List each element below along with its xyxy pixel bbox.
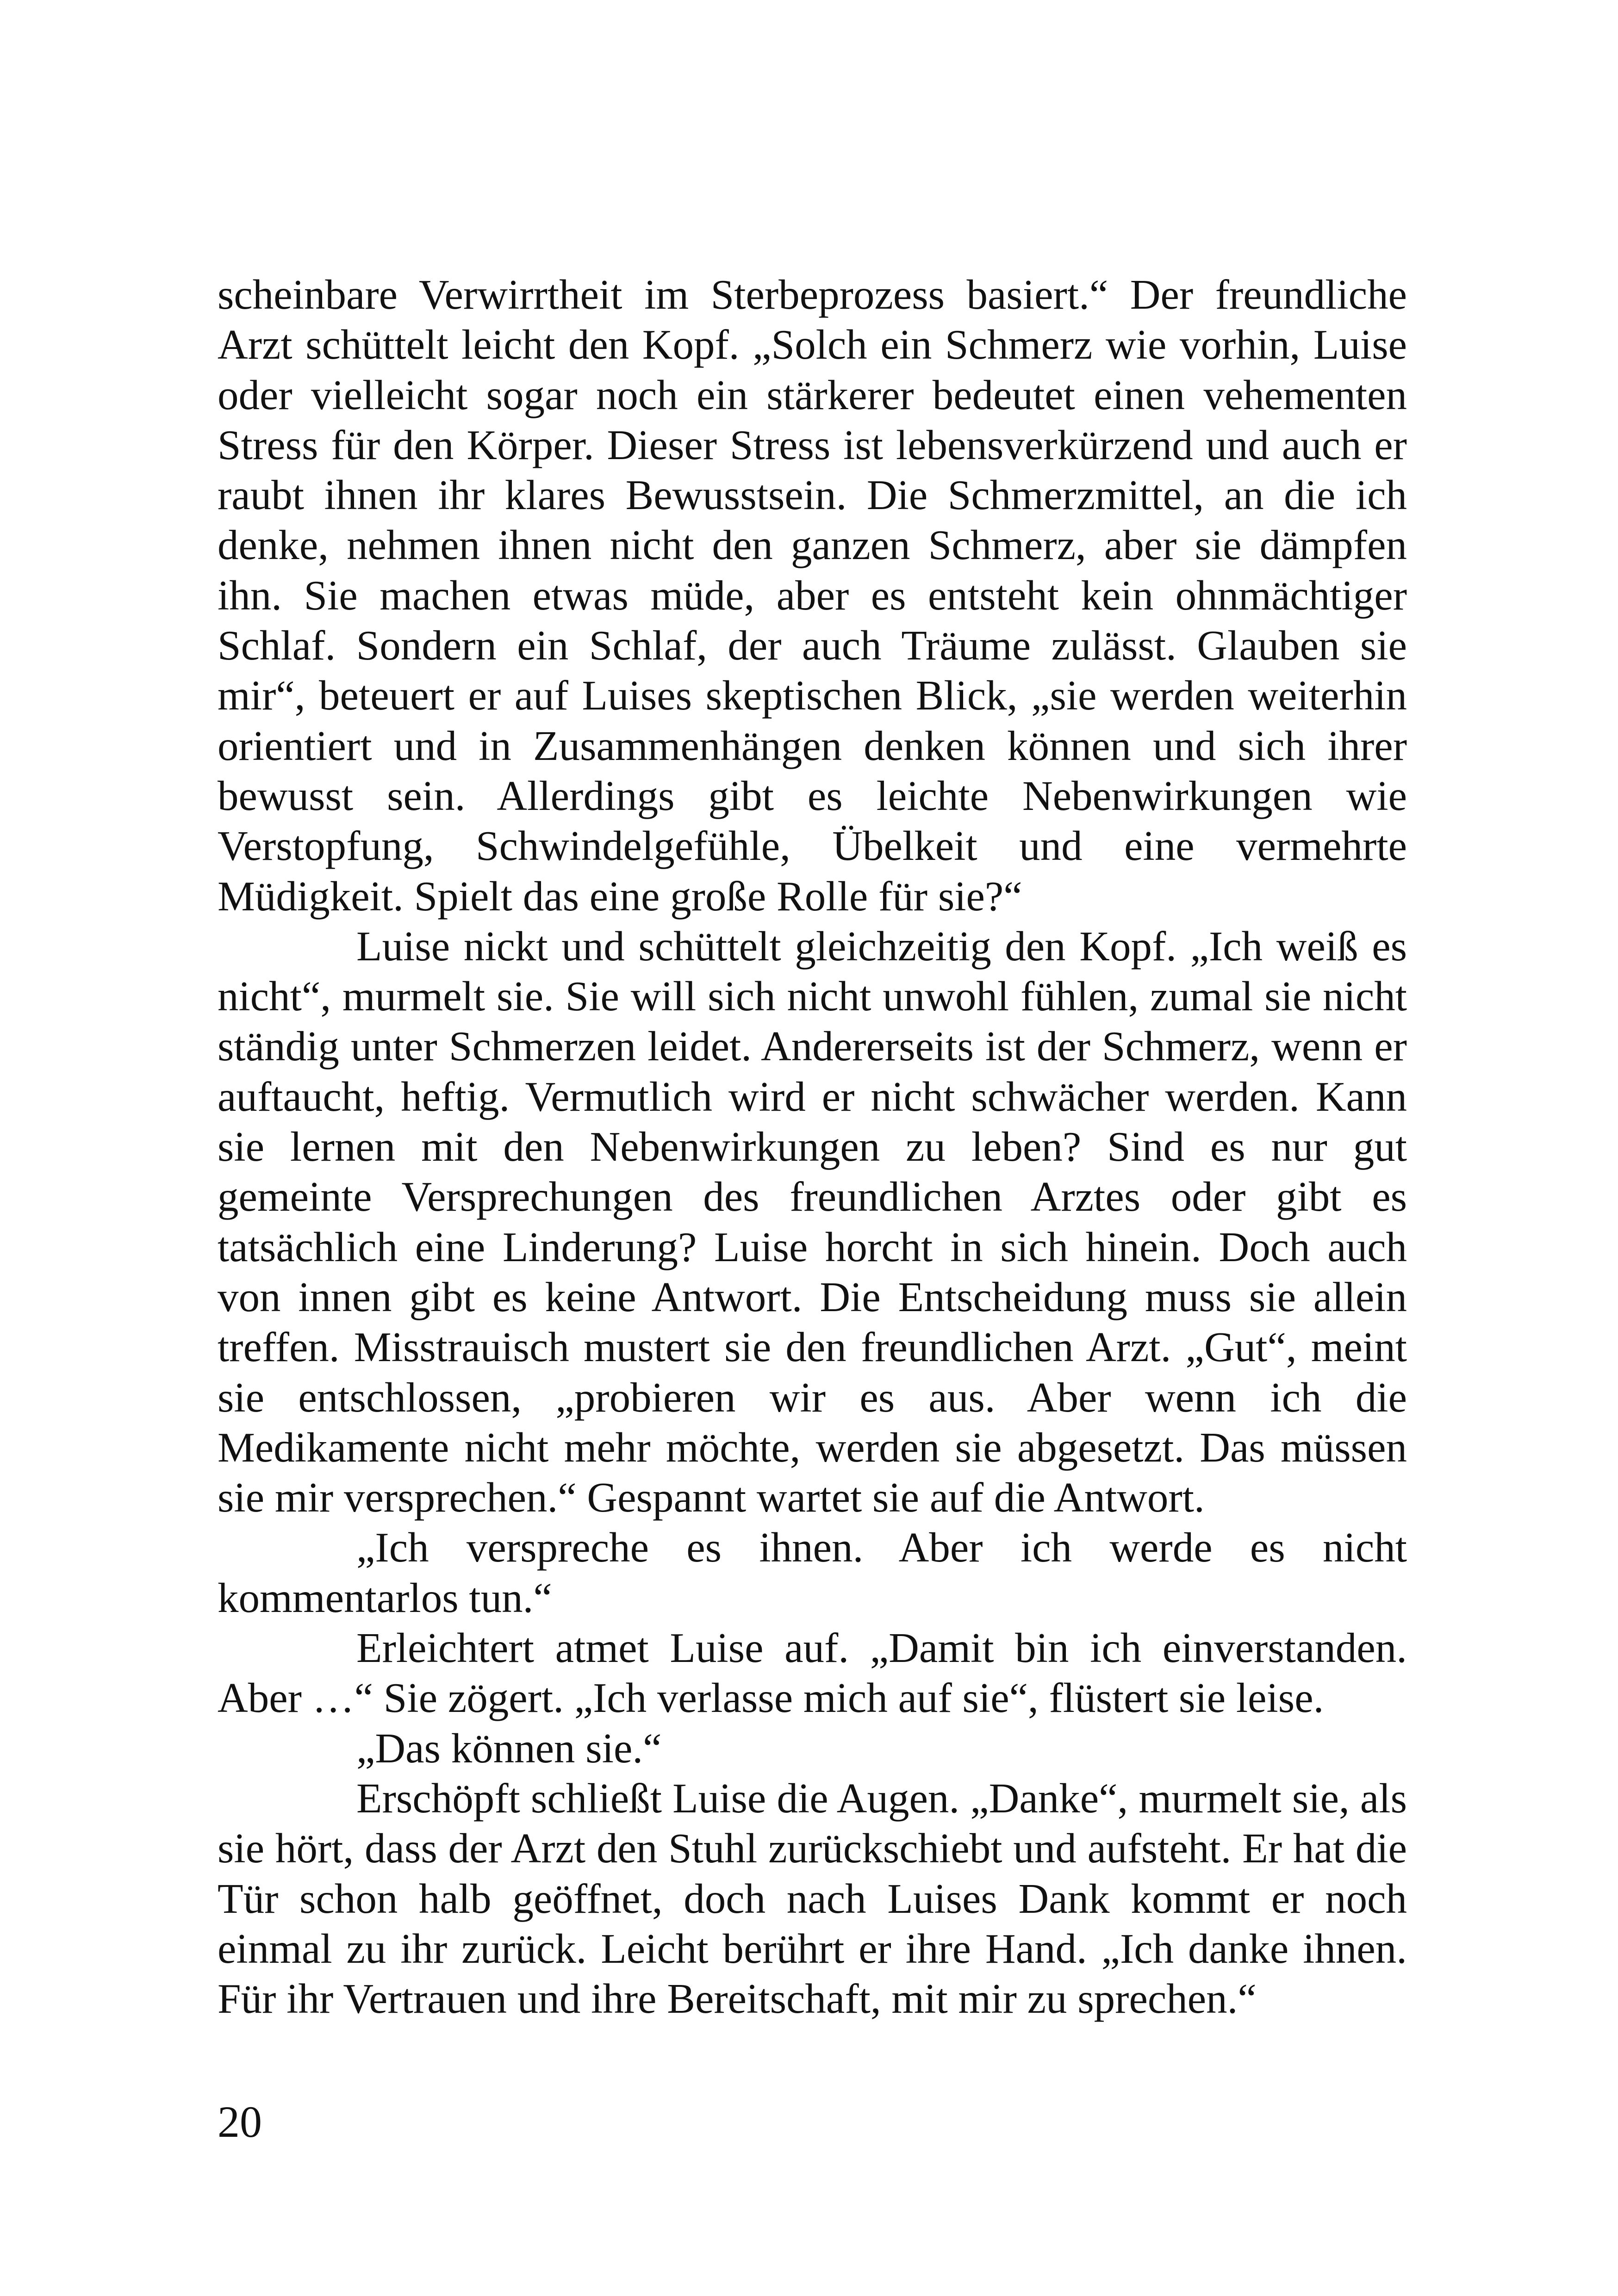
paragraph: Luise nickt und schüttelt gleichzeitig den Kopf. „Ich weiß es nicht“, murmelt sie. Sie will sich nicht unwohl fühlen, zumal sie nicht ständig unter Schmerzen leidet. Andererseits ist der Schmerz, wenn er auftaucht, heftig. Vermutlich wird er nicht schwächer werden. Kann sie lernen mit den Nebenwirkungen zu leben? Sind es nur gut gemeinte Versprechungen des freundlichen Arztes oder gibt es tatsächlich eine Linderung? Luise horcht in sich hinein. Doch auch von innen gibt es keine Antwort. Die Entscheidung muss sie allein treffen. Misstrauisch mustert sie den freundlichen Arzt. „Gut“, meint sie entschlossen, „probieren wir es aus. Aber wenn ich die Medikamente nicht mehr möchte, werden sie abgesetzt. Das müssen sie mir versprechen.“ Gespannt wartet sie auf die Antwort. (218, 922, 1407, 1521)
paragraph: „Ich verspreche es ihnen. Aber ich werde es nicht kommentarlos tun.“ (218, 1524, 1407, 1621)
page-number: 20 (218, 2097, 262, 2147)
paragraph: Erleichtert atmet Luise auf. „Damit bin ich einverstanden. Aber …“ Sie zögert. „Ich verlasse mich auf sie“, flüstert sie leise. (218, 1624, 1407, 1722)
paragraph-continued: scheinbare Verwirrtheit im Sterbeprozess basiert.“ Der freundliche Arzt schüttelt leicht den Kopf. „Solch ein Schmerz wie vorhin, Luise oder vielleicht sogar noch ein stärkerer bedeutet einen vehementen Stress für den Körper. Dieser Stress ist lebensverkürzend und auch er raubt ihnen ihr klares Bewusstsein. Die Schmerzmittel, an die ich denke, nehmen ihnen nicht den ganzen Schmerz, aber sie dämpfen ihn. Sie machen etwas müde, aber es entsteht kein ohnmächtiger Schlaf. Sondern ein Schlaf, der auch Träume zulässt. Glauben sie mir“, beteuert er auf Luises skeptischen Blick, „sie werden weiterhin orientiert und in Zusammenhängen denken können und sich ihrer bewusst sein. Allerdings gibt es leichte Nebenwirkungen wie Verstopfung, Schwindelgefühle, Übelkeit und eine vermehrte Müdigkeit. Spielt das eine große Rolle für sie?“ (218, 271, 1407, 920)
paragraph: Erschöpft schließt Luise die Augen. „Danke“, murmelt sie, als sie hört, dass der Arzt den Stuhl zurückschiebt und aufsteht. Er hat die Tür schon halb geöffnet, doch nach Luises Dank kommt er noch einmal zu ihr zurück. Leicht berührt er ihre Hand. „Ich danke ihnen. Für ihr Vertrauen und ihre Bereitschaft, mit mir zu sprechen.“ (218, 1774, 1407, 2022)
body-text (218, 270, 1407, 2024)
paragraph: „Das können sie.“ (356, 1724, 662, 1772)
